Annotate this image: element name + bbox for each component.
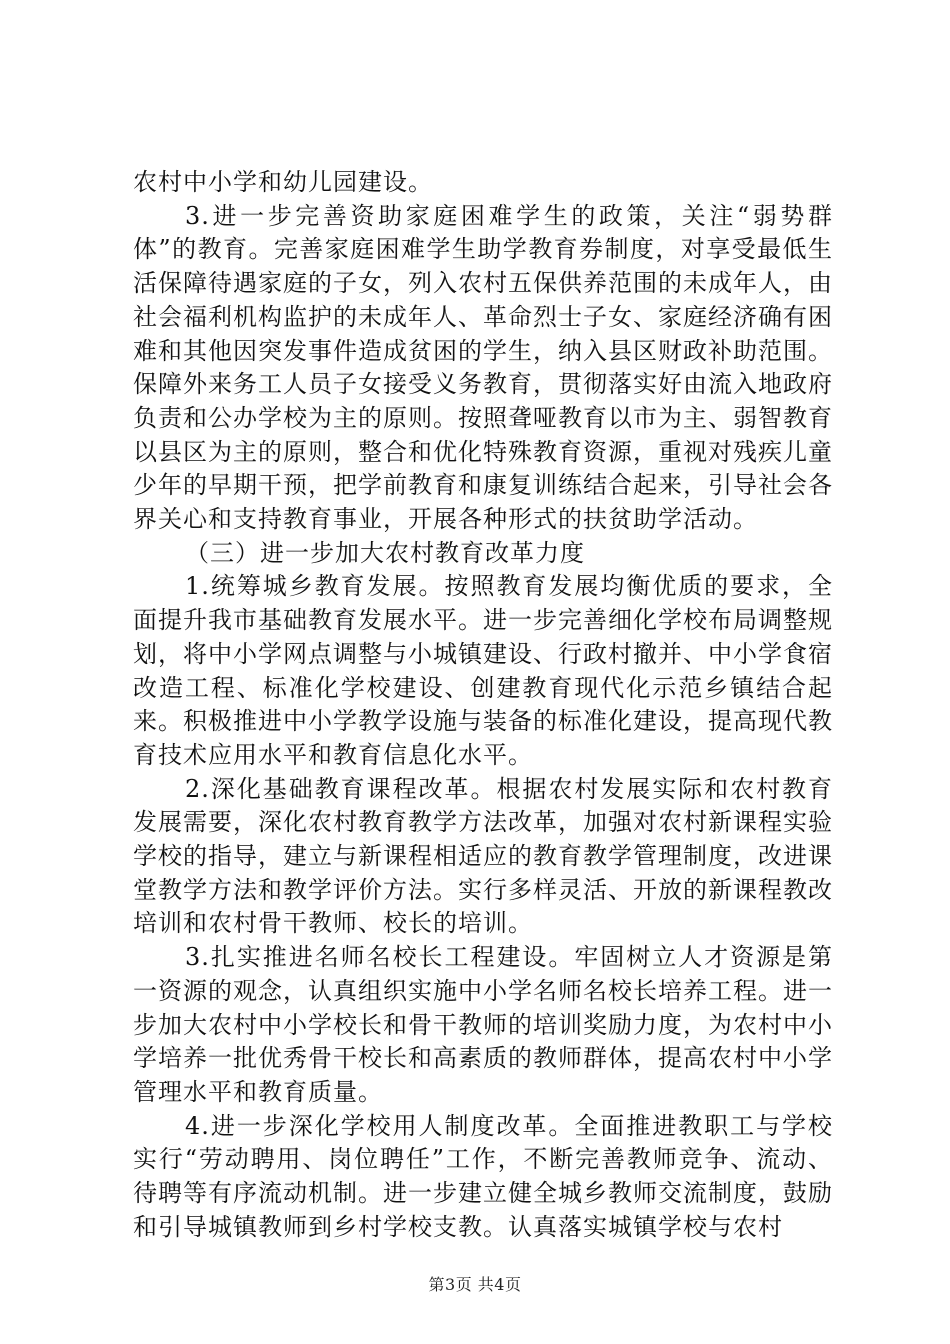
page-footer: [0, 1272, 950, 1295]
paragraph-urban-rural-coordination: 1.统筹城乡教育发展。按照教育发展均衡优质的要求，全面提升我市基础教育发展水平。进一步完善细化学校布局调整规划，将中小学网点调整与小城镇建设、行政村撤并、中小学食宿改造工程、标准化学校建设、创建教育现代化示范乡镇结合起来。积极推进中小学教学设施与装备的标准化建设，提高现代教育技术应用水平和教育信息化水平。: [133, 572, 833, 769]
paragraph-famous-teachers-project: 3.扎实推进名师名校长工程建设。牢固树立人才资源是第一资源的观念，认真组织实施中小学名师名校长培养工程。进一步加大农村中小学校长和骨干教师的培训奖励力度，为农村中小学培养一批优秀骨干校长和高素质的教师群体，提高农村中小学管理水平和教育质量。: [133, 943, 833, 1106]
paragraph-student-aid-policy: 3.进一步完善资助家庭困难学生的政策，关注“弱势群体”的教育。完善家庭困难学生助学教育券制度，对享受最低生活保障待遇家庭的子女，列入农村五保供养范围的未成年人，由社会福利机构监护的未成年人、革命烈士子女、家庭经济确有困难和其他因突发事件造成贫困的学生，纳入县区财政补助范围。保障外来务工人员子女接受义务教育，贯彻落实好由流入地政府负责和公办学校为主的原则。按照聋哑教育以市为主、弱智教育以县区为主的原则，整合和优化特殊教育资源，重视对残疾儿童少年的早期干预，把学前教育和康复训练结合起来，引导社会各界关心和支持教育事业，开展各种形式的扶贫助学活动。: [133, 201, 833, 534]
paragraph-curriculum-reform: 2.深化基础教育课程改革。根据农村发展实际和农村教育发展需要，深化农村教育教学方法改革，加强对农村新课程实验学校的指导，建立与新课程相适应的教育教学管理制度，改进课堂教学方法和教学评价方法。实行多样灵活、开放的新课程教改培训和农村骨干教师、校长的培训。: [133, 774, 833, 938]
paragraph-employment-system-reform: 4.进一步深化学校用人制度改革。全面推进教职工与学校实行“劳动聘用、岗位聘任”工作，不断完善教师竞争、流动、待聘等有序流动机制。进一步建立健全城乡教师交流制度，鼓励和引导城镇教师到乡村学校支教。认真落实城镇学校与农村: [133, 1111, 833, 1241]
paragraph-continuation: 农村中小学和幼儿园建设。: [133, 168, 433, 196]
document-body: [133, 166, 833, 1245]
page-number-label: 第3页 共4页: [428, 1275, 522, 1294]
section-heading-rural-education-reform: （三）进一步加大农村教育改革力度: [185, 538, 585, 567]
